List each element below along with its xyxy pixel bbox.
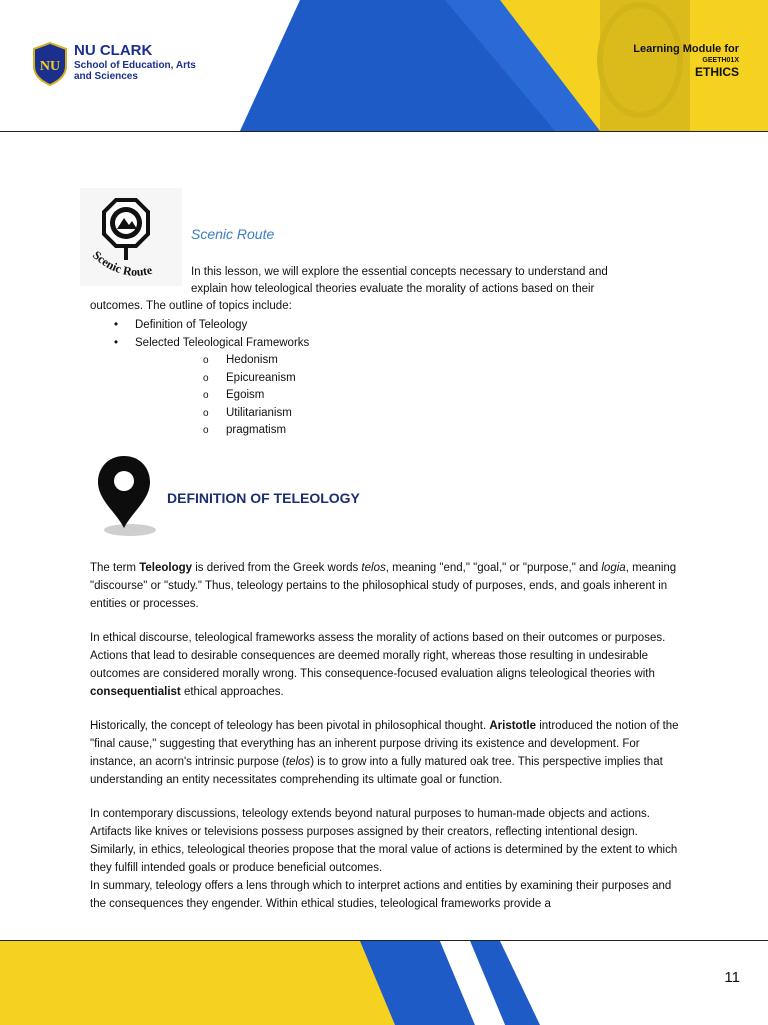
- intro-line-2: explain how teleological theories evaluate the morality of actions based on their: [191, 283, 595, 295]
- paragraph: In summary, teleology offers a lens through which to interpret actions and entities by examining their purposes and the consequences they engender. Within ethical studies, teleological frameworks provide a: [90, 880, 672, 910]
- course-name: ETHICS: [694, 65, 739, 79]
- page-header: [0, 0, 768, 132]
- module-info: [633, 43, 739, 79]
- school-subtitle: School of Education, Arts and Sciences: [74, 60, 196, 82]
- page-footer: [0, 940, 768, 1025]
- topic-list: [90, 316, 309, 440]
- svg-text:Scenic Route: Scenic Route: [90, 247, 154, 279]
- list-item: o Utilitarianism: [135, 405, 309, 423]
- paragraph: The term Teleology is derived from the Greek words telos, meaning "end," "goal," or "purpose," and logia, meaning "discourse" or "study." Thus, teleology pertains to the philosophical study of purposes, ends, and goals inherent in entities or processes.: [90, 562, 677, 610]
- map-pin-icon: [96, 452, 156, 538]
- list-item: • Selected Teleological Frameworks o Hedonism o Epicureanism o Egoism o Utilitarianism o pragmatism: [90, 334, 309, 440]
- module-label: Learning Module for: [633, 43, 739, 55]
- course-code: GEETH01X: [702, 57, 739, 64]
- page-number: 11: [724, 969, 740, 986]
- list-item: o Epicureanism: [135, 370, 309, 388]
- list-item: o Hedonism: [135, 352, 309, 370]
- footer-banner-graphic: [0, 941, 768, 1025]
- scenic-route-title: Scenic Route: [191, 226, 275, 242]
- section-body: [90, 559, 680, 913]
- paragraph: Historically, the concept of teleology has been pivotal in philosophical thought. Aristotle introduced the notion of the "final cause," suggesting that everything has an inherent purpose driving its existence and development. For instance, an acorn's intrinsic purpose (telos) is to grow into a fully matured oak tree. This perspective implies that understanding an entity necessitates comprehending its ultimate goal or function.: [90, 720, 679, 786]
- subtopic-list: [135, 352, 309, 440]
- list-item: • Definition of Teleology: [90, 316, 309, 334]
- scenic-intro: [90, 264, 680, 315]
- school-seal-icon: [30, 42, 70, 86]
- paragraph: In contemporary discussions, teleology extends beyond natural purposes to human-made objects and actions. Artifacts like knives or televisions possess purposes assigned by their creators, reflecting intentional design. Similarly, in ethics, teleological theories propose that the moral value of actions is determined by the extent to which they fulfill intended goals or produce beneficial outcomes.: [90, 808, 678, 874]
- school-name: NU CLARK: [74, 42, 153, 59]
- intro-line-1: In this lesson, we will explore the essential concepts necessary to understand and: [191, 266, 608, 278]
- intro-line-3: outcomes. The outline of topics include:: [90, 300, 292, 312]
- list-item: o pragmatism: [135, 422, 309, 440]
- school-logo: [30, 40, 196, 100]
- paragraph: In ethical discourse, teleological frameworks assess the morality of actions based on their outcomes or purposes. Actions that lead to desirable consequences are deemed morally right, whereas those resulting in undesirable outcomes are considered morally wrong. This consequence-focused evaluation aligns teleological theories with consequentialist ethical approaches.: [90, 632, 666, 698]
- svg-text:NU: NU: [39, 59, 61, 74]
- list-item: o Egoism: [135, 387, 309, 405]
- section-heading: DEFINITION OF TELEOLOGY: [167, 490, 360, 506]
